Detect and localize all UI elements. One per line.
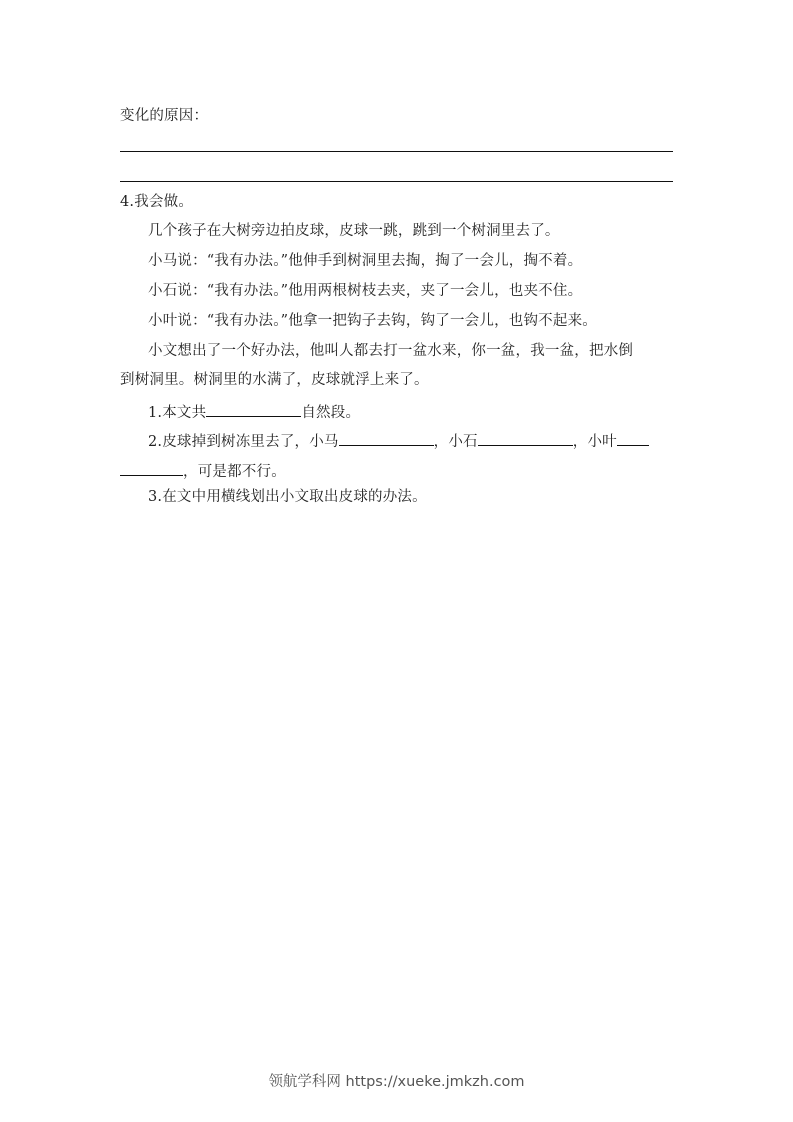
sub-question-2-sep2: ，小叶 xyxy=(572,434,617,450)
footer-watermark: 领航学科网 https://xueke.jmkzh.com xyxy=(268,1074,525,1090)
xiaoshi-blank[interactable] xyxy=(478,429,573,446)
sub-question-1-prefix: 1.本文共 xyxy=(148,405,207,421)
answer-line-1[interactable] xyxy=(120,151,673,152)
xiaoye-blank-end[interactable] xyxy=(120,459,183,476)
passage-paragraph-5-line-2: 到树洞里。树洞里的水满了，皮球就浮上来了。 xyxy=(120,372,429,388)
sub-question-2 xyxy=(148,429,649,452)
sub-question-2-suffix: ，可是都不行。 xyxy=(183,464,286,480)
passage-paragraph-1: 几个孩子在大树旁边拍皮球，皮球一跳，跳到一个树洞里去了。 xyxy=(148,223,560,239)
sub-question-3: 3.在文中用横线划出小文取出皮球的办法。 xyxy=(148,489,427,505)
passage-paragraph-3: 小石说：“我有办法。”他用两根树枝去夹，夹了一会儿，也夹不住。 xyxy=(148,283,583,299)
sub-question-1-suffix: 自然段。 xyxy=(301,405,361,421)
xiaoma-blank[interactable] xyxy=(339,429,434,446)
change-reason-label: 变化的原因： xyxy=(120,108,209,124)
passage-paragraph-4: 小叶说：“我有办法。”他拿一把钩子去钩，钩了一会儿，也钩不起来。 xyxy=(148,313,597,329)
sub-question-2-sep1: ，小石 xyxy=(433,434,478,450)
sub-question-2-continued xyxy=(120,459,286,482)
question-4-heading: 4.我会做。 xyxy=(120,194,194,210)
answer-line-2[interactable] xyxy=(120,181,673,182)
passage-paragraph-5-line-1: 小文想出了一个好办法，他叫人都去打一盆水来，你一盆，我一盆，把水倒 xyxy=(148,343,634,359)
xiaoye-blank-start[interactable] xyxy=(617,429,649,446)
sub-question-1 xyxy=(148,400,360,423)
sub-question-2-prefix: 2.皮球掉到树冻里去了，小马 xyxy=(148,434,339,450)
passage-paragraph-2: 小马说：“我有办法。”他伸手到树洞里去掏，掏了一会儿，掏不着。 xyxy=(148,253,583,269)
paragraph-count-blank[interactable] xyxy=(206,400,301,417)
